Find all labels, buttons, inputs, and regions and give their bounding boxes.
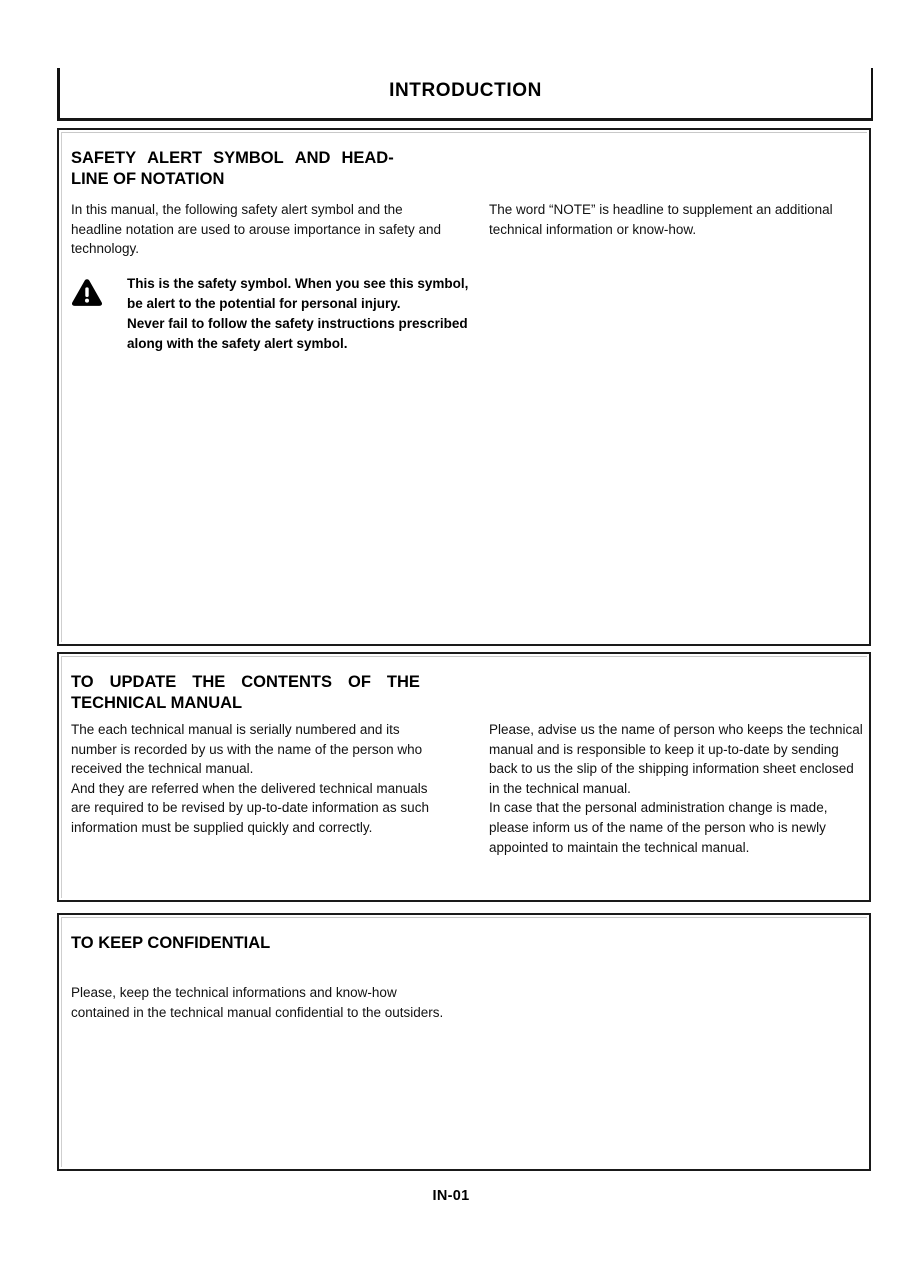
safety-note-paragraph (489, 200, 864, 239)
heading-word: CONTENTS (241, 673, 332, 691)
heading-line-1 (71, 672, 501, 693)
paragraph: The word “NOTE” is headline to supplement an additional technical information or know-how. (489, 202, 833, 237)
heading-line-1: TO KEEP CONFIDENTIAL (71, 934, 271, 952)
section-heading-confidential (71, 933, 501, 954)
heading-word: HEAD- (341, 149, 394, 167)
paragraph: And they are referred when the delivered technical manuals are required to be revised by up-to-date information as such information must be supplied quickly and correctly. (71, 780, 429, 835)
heading-word: THE (386, 673, 420, 691)
confidential-left-column (71, 983, 446, 1022)
heading-word: OF (348, 673, 371, 691)
safety-callout-text (127, 274, 471, 354)
heading-line-1 (71, 148, 501, 169)
paragraph: In this manual, the following safety alert symbol and the headline notation are used to arouse importance in safety and technology. (71, 202, 441, 257)
paragraph: Please, advise us the name of person who keeps the technical manual and is responsible to keep it up-to-date by sending back to us the slip of the shipping information sheet enclosed in the technical manual. (489, 722, 863, 796)
heading-word: ALERT (147, 149, 203, 167)
heading-word: AND (294, 149, 331, 167)
paragraph: This is the safety symbol. When you see this symbol, be alert to the potential for personal injury. (127, 276, 469, 311)
update-left-column (71, 720, 446, 838)
heading-line-2: TECHNICAL MANUAL (71, 694, 243, 712)
section-heading-update (71, 672, 501, 714)
safety-symbol-callout (71, 274, 471, 354)
section-update-contents (57, 652, 871, 902)
paragraph: The each technical manual is serially numbered and its number is recorded by us with the name of the person who received the technical manual. (71, 722, 423, 777)
section-heading-safety (71, 148, 501, 190)
heading-word: SAFETY (71, 149, 137, 167)
paragraph: In case that the personal administration change is made, please inform us of the name of the person who is newly appointed to maintain the technical manual. (489, 800, 828, 855)
heading-line-2: LINE OF NOTATION (71, 170, 225, 188)
warning-triangle-icon (71, 278, 103, 307)
update-right-column (489, 720, 864, 857)
section-safety-alert (57, 128, 871, 646)
paragraph: Never fail to follow the safety instructions prescribed along with the safety alert symbol. (127, 316, 468, 351)
heading-word: SYMBOL (213, 149, 284, 167)
paragraph: Please, keep the technical informations and know-how contained in the technical manual confidential to the outsiders. (71, 985, 444, 1020)
heading-word: TO (71, 673, 94, 691)
heading-word: UPDATE (109, 673, 177, 691)
safety-intro-paragraph (71, 200, 446, 259)
page-title: INTRODUCTION (389, 80, 542, 101)
heading-word: THE (192, 673, 226, 691)
section-keep-confidential (57, 913, 871, 1171)
page-number-footer: IN-01 (432, 1188, 470, 1204)
page-header-band (57, 68, 873, 121)
